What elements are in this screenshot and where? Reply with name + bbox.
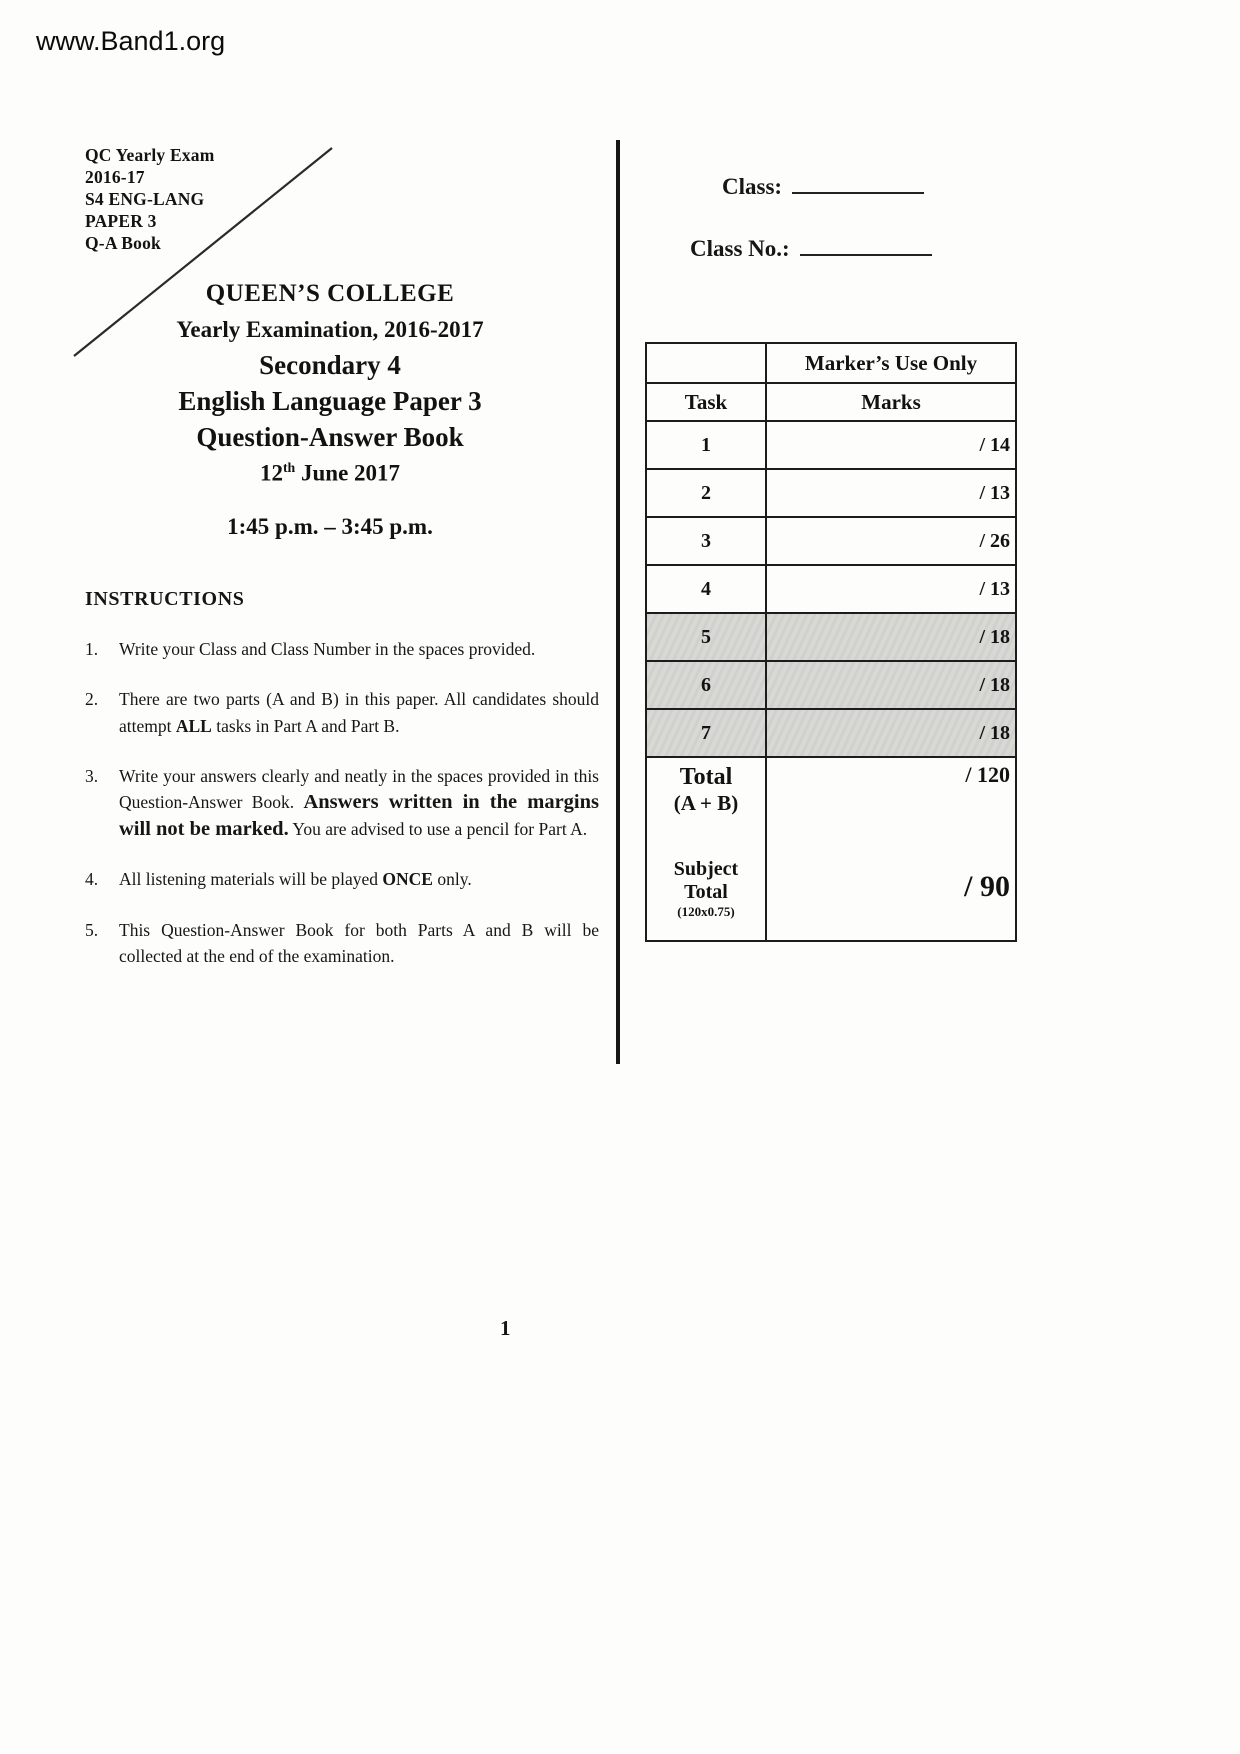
class-blank-line [792, 168, 924, 194]
date-ordinal: th [282, 460, 296, 475]
instruction-text: This Question-Answer Book for both Parts A and B will be collected at the end of the examination. [119, 919, 599, 966]
instruction-number: 3. [85, 765, 99, 786]
stamp-line: QC Yearly Exam [85, 145, 215, 165]
header-empty-cell [646, 343, 766, 383]
total-marks-cell [766, 757, 1016, 941]
instruction-number: 5. [85, 919, 99, 940]
watermark-url: www.Band1.org [36, 26, 226, 56]
task-number: 7 [646, 709, 766, 757]
page-number: 1 [500, 1316, 511, 1340]
class-no-field [690, 230, 932, 262]
task-marks: / 18 [766, 613, 1016, 661]
exam-time: 1:45 p.m. – 3:45 p.m. [227, 513, 433, 539]
task-number: 4 [646, 565, 766, 613]
subject-total-formula: (120x0.75) [677, 904, 735, 919]
instructions-heading: INSTRUCTIONS [85, 588, 245, 610]
task-number: 5 [646, 613, 766, 661]
instruction-text: Write your Class and Class Number in the spaces provided. [119, 639, 536, 659]
class-no-blank-line [800, 230, 932, 256]
table-row-task-4 [646, 565, 1016, 613]
stamp-line: 2016-17 [85, 167, 145, 187]
task-marks: / 13 [766, 469, 1016, 517]
task-number: 3 [646, 517, 766, 565]
instruction-item-3 [85, 763, 599, 843]
class-field [722, 168, 924, 200]
date-day: 12 [259, 460, 283, 486]
instruction-item-5 [85, 917, 599, 970]
total-marks-value: / 120 [965, 762, 1010, 787]
instruction-text: Write your answers clearly and neatly in the spaces provided in this Question-Answer Book. Answers written in the margins will not be marked. You are advised to use a pencil for Part A. [119, 765, 599, 840]
task-marks: / 14 [766, 421, 1016, 469]
table-row-task-1 [646, 421, 1016, 469]
table-row-task-2 [646, 469, 1016, 517]
instruction-number: 4. [85, 869, 99, 890]
stamp-line: S4 ENG-LANG [85, 189, 205, 209]
table-row-task-5 [646, 613, 1016, 661]
table-row-task-6 [646, 661, 1016, 709]
task-marks: / 26 [766, 517, 1016, 565]
total-label: Total [679, 764, 733, 790]
instruction-item-1 [85, 636, 599, 662]
table-row-task-7 [646, 709, 1016, 757]
vertical-divider [616, 140, 620, 1064]
subject-total-marks-value: / 90 [964, 870, 1010, 903]
subject-total-label-block: Subject Total (120x0.75) [647, 858, 765, 920]
total-ab-label: (A + B) [673, 791, 739, 815]
table-subheader-row [646, 383, 1016, 421]
stamp-line: PAPER 3 [85, 211, 157, 231]
paper-name: English Language Paper 3 [178, 386, 482, 416]
instruction-text: There are two parts (A and B) in this paper. All candidates should attempt ALL tasks in Part A and Part B. [119, 689, 599, 736]
title-block [95, 280, 565, 540]
marks-column-header: Marks [766, 383, 1016, 421]
exam-date [95, 460, 565, 487]
form-level: Secondary 4 [259, 350, 401, 380]
markers-use-only-header: Marker’s Use Only [766, 343, 1016, 383]
task-marks: / 18 [766, 661, 1016, 709]
task-number: 6 [646, 661, 766, 709]
instructions-list [85, 636, 599, 993]
task-number: 2 [646, 469, 766, 517]
instruction-item-4 [85, 866, 599, 892]
total-labels-cell [646, 757, 766, 941]
instruction-item-2 [85, 686, 599, 739]
class-no-label: Class No.: [690, 236, 790, 261]
school-name: QUEEN’S COLLEGE [205, 280, 455, 307]
table-row-total [646, 757, 1016, 941]
markers-use-only-table [645, 342, 1017, 942]
instruction-number: 1. [85, 639, 99, 659]
task-column-header: Task [646, 383, 766, 421]
date-rest: June 2017 [295, 460, 401, 486]
task-number: 1 [646, 421, 766, 469]
task-marks: / 13 [766, 565, 1016, 613]
exam-stamp-block [85, 144, 215, 254]
task-marks: / 18 [766, 709, 1016, 757]
table-row-task-3 [646, 517, 1016, 565]
exam-name: Yearly Examination, 2016-2017 [176, 317, 484, 342]
instruction-number: 2. [85, 689, 99, 710]
instruction-text: All listening materials will be played ONCE only. [119, 869, 472, 890]
stamp-line: Q-A Book [85, 233, 161, 253]
table-header-row [646, 343, 1016, 383]
book-name: Question-Answer Book [196, 422, 464, 452]
class-label: Class: [722, 174, 783, 199]
